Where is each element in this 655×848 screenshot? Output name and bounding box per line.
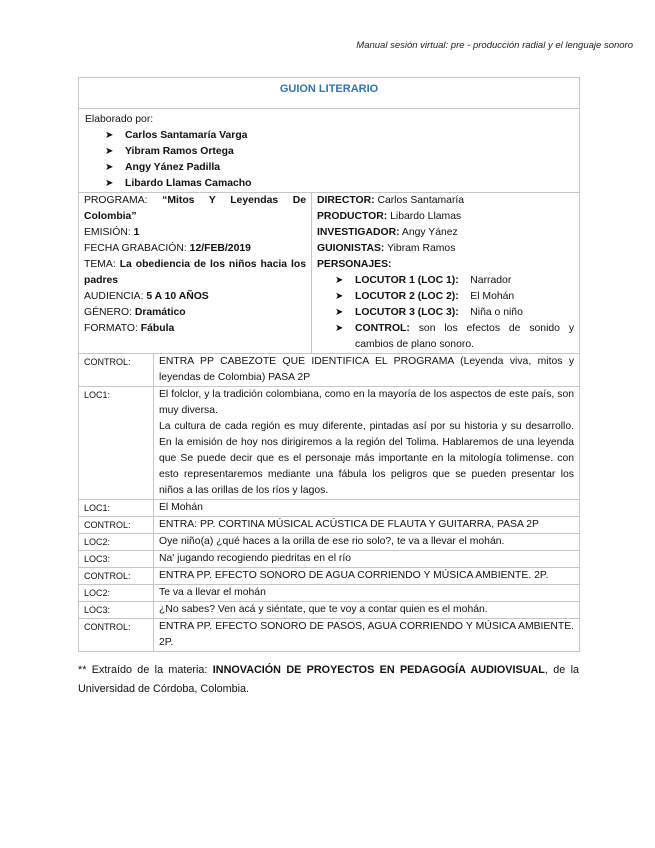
script-row	[79, 585, 580, 602]
character-item: ➤ LOCUTOR 2 (LOC 2): El Mohán	[335, 289, 574, 305]
arrow-bullet-icon: ➤	[105, 146, 114, 157]
script-row	[79, 500, 580, 517]
row-label: LOC1:	[79, 387, 154, 500]
script-table	[78, 77, 580, 652]
arrow-bullet-icon: ➤	[335, 323, 344, 334]
elaborated-by-label: Elaborado por:	[85, 114, 154, 125]
program-info-cell	[79, 193, 312, 354]
script-row	[79, 354, 580, 387]
row-label: LOC2:	[79, 534, 154, 551]
row-text: ¿No sabes? Ven acá y siéntate, que te voy a contar quien es el mohán.	[154, 602, 580, 619]
fecha-line: FECHA GRABACIÓN: 12/FEB/2019	[84, 243, 251, 254]
authors-list	[85, 128, 573, 192]
characters-list	[317, 273, 574, 353]
footnote-subject: INNOVACIÓN DE PROYECTOS EN PEDAGOGÍA AUDIOVISUAL	[212, 664, 545, 676]
character-item: ➤ LOCUTOR 3 (LOC 3): Niña o niño	[335, 305, 574, 321]
row-label: CONTROL:	[79, 354, 154, 387]
row-label: LOC1:	[79, 500, 154, 517]
director-line: DIRECTOR: Carlos Santamaría	[317, 195, 465, 206]
credits-cell	[312, 193, 580, 354]
programa-line: PROGRAMA: “Mitos Y Leyendas De Colombia”	[84, 195, 307, 222]
row-label: LOC2:	[79, 585, 154, 602]
script-row	[79, 517, 580, 534]
authors-cell	[79, 109, 580, 193]
row-text: ENTRA PP CABEZOTE QUE IDENTIFICA EL PROGRAMA (Leyenda viva, mitos y leyendas de Colombia) PASA 2P	[154, 354, 580, 387]
row-text: Na' jugando recogiendo piedritas en el río	[154, 551, 580, 568]
script-row	[79, 387, 580, 500]
row-label: LOC3:	[79, 551, 154, 568]
author-item: ➤ Carlos Santamaría Varga	[105, 128, 573, 144]
script-title: GUION LITERARIO	[79, 78, 580, 109]
arrow-bullet-icon: ➤	[105, 162, 114, 173]
character-item: ➤ CONTROL: son los efectos de sonido y cambios de plano sonoro.	[335, 323, 575, 350]
footnote: ** Extraído de la materia: INNOVACIÓN DE PROYECTOS EN PEDAGOGÍA AUDIOVISUAL, de la Universidad de Córdoba, Colombia.	[78, 664, 580, 695]
script-row	[79, 551, 580, 568]
row-label: CONTROL:	[79, 517, 154, 534]
genero-line: GÉNERO: Dramático	[84, 307, 186, 318]
row-text: Oye niño(a) ¿qué haces a la orilla de ese rio solo?, te va a llevar el mohán.	[154, 534, 580, 551]
arrow-bullet-icon: ➤	[105, 130, 114, 141]
row-label: CONTROL:	[79, 568, 154, 585]
row-text: ENTRA: PP. CORTINA MÚSICAL ACÚSTICA DE FLAUTA Y GUITARRA, PASA 2P	[154, 517, 580, 534]
formato-line: FORMATO: Fábula	[84, 323, 175, 334]
arrow-bullet-icon: ➤	[335, 307, 344, 318]
character-item: ➤ LOCUTOR 1 (LOC 1): Narrador	[335, 273, 574, 289]
arrow-bullet-icon: ➤	[335, 275, 344, 286]
script-row	[79, 619, 580, 652]
script-row	[79, 568, 580, 585]
personajes-label: PERSONAJES:	[317, 259, 392, 270]
row-text: Te va a llevar el mohán	[154, 585, 580, 602]
row-text: ENTRA PP. EFECTO SONORO DE PASOS, AGUA CORRIENDO Y MÚSICA AMBIENTE. 2P.	[154, 619, 580, 652]
row-text: El Mohán	[154, 500, 580, 517]
row-label: CONTROL:	[79, 619, 154, 652]
running-header: Manual sesión virtual: pre - producción radial y el lenguaje sonoro	[356, 40, 633, 51]
author-item: ➤ Libardo Llamas Camacho	[105, 176, 573, 192]
row-text: El folclor, y la tradición colombiana, como en la mayoría de los aspectos de este país, son muy diversa. La cultura de cada región es muy diferente, pintadas así por su historia y su desarrollo. En la emisión de hoy nos dirigiremos a la región del Tolima. Hablaremos de una leyenda que Se puede decir que es el personaje más importante en la mitología tolimense. con esto representaremos mediante una fábula los peligros que se pueden presentar los niños a las orillas de los ríos y lagos.	[154, 387, 580, 500]
script-row	[79, 534, 580, 551]
author-item: ➤ Angy Yánez Padilla	[105, 160, 573, 176]
author-item: ➤ Yibram Ramos Ortega	[105, 144, 573, 160]
arrow-bullet-icon: ➤	[105, 178, 114, 189]
emision-line: EMISIÓN: 1	[84, 227, 140, 238]
audiencia-line: AUDIENCIA: 5 A 10 AÑOS	[84, 291, 209, 302]
row-text: ENTRA PP. EFECTO SONORO DE AGUA CORRIENDO Y MÚSICA AMBIENTE. 2P.	[154, 568, 580, 585]
guionistas-line: GUIONISTAS: Yibram Ramos	[317, 243, 456, 254]
tema-line: TEMA: La obediencia de los niños hacia los padres	[84, 259, 307, 286]
productor-line: PRODUCTOR: Libardo Llamas	[317, 211, 462, 222]
script-row	[79, 602, 580, 619]
arrow-bullet-icon: ➤	[335, 291, 344, 302]
row-label: LOC3:	[79, 602, 154, 619]
investigador-line: INVESTIGADOR: Angy Yánez	[317, 227, 458, 238]
